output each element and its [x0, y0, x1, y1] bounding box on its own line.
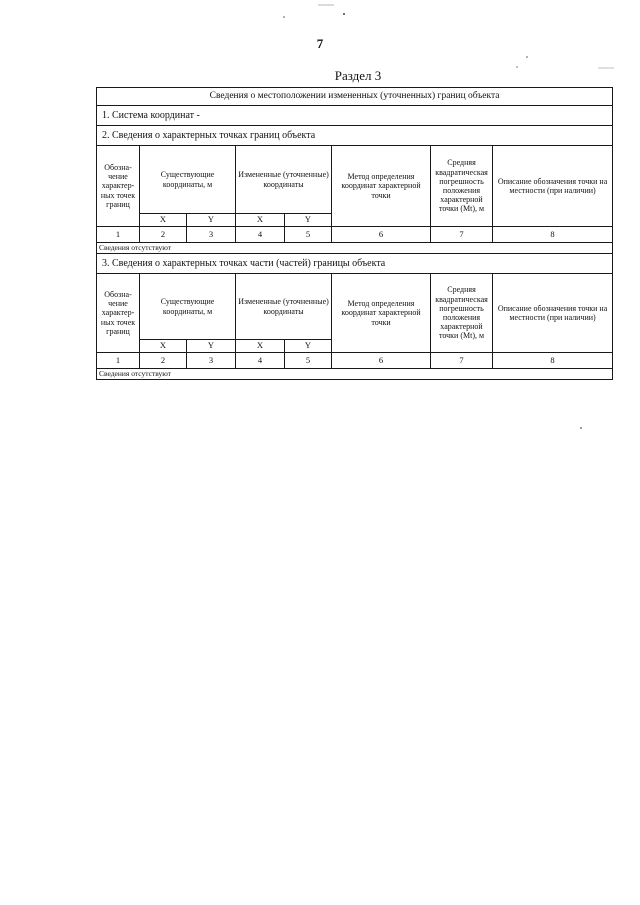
axis-label: Y — [187, 214, 236, 227]
part-points-table-column-numbers — [97, 353, 613, 369]
header-description: Описание обозначения точки на местности (при наличии) — [493, 146, 613, 227]
column-number: 3 — [187, 353, 236, 369]
axis-label: Y — [285, 340, 332, 353]
column-number: 2 — [140, 227, 187, 243]
no-data-note: Сведения отсутствуют — [97, 243, 613, 254]
column-number: 5 — [285, 227, 332, 243]
axis-label: X — [140, 214, 187, 227]
points-table-column-numbers — [97, 227, 613, 243]
column-number: 7 — [431, 227, 493, 243]
part-points-table-heading: 3. Сведения о характерных точках части (частей) границы объекта — [97, 254, 613, 274]
part-points-table-heading-row — [97, 254, 613, 274]
header-existing-coordinates: Существующие координаты, м — [140, 274, 236, 340]
points-table-heading: 2. Сведения о характерных точках границ объекта — [97, 126, 613, 146]
header-existing-coordinates: Существующие координаты, м — [140, 146, 236, 214]
column-number: 8 — [493, 353, 613, 369]
column-number: 3 — [187, 227, 236, 243]
boundary-changes-form — [96, 87, 613, 380]
form-title-row — [97, 88, 613, 106]
column-number: 8 — [493, 227, 613, 243]
section-title: Раздел 3 — [334, 68, 382, 83]
axis-label: X — [236, 214, 285, 227]
header-changed-coordinates: Измененные (уточненные) координаты — [236, 146, 332, 214]
header-description: Описание обозначения точки на местности (при наличии) — [493, 274, 613, 353]
axis-label: X — [140, 340, 187, 353]
header-error: Средняя квадратическая погрешность положения характерной точки (Mt), м — [431, 146, 493, 227]
column-number: 5 — [285, 353, 332, 369]
header-error: Средняя квадратическая погрешность положения характерной точки (Mt), м — [431, 274, 493, 353]
points-table-empty-row — [97, 243, 613, 254]
page-number: 7 — [316, 36, 324, 51]
axis-label: Y — [187, 340, 236, 353]
header-changed-coordinates: Измененные (уточненные) координаты — [236, 274, 332, 340]
column-number: 4 — [236, 227, 285, 243]
part-points-table-header-row — [97, 274, 613, 340]
header-method: Метод определения координат характерной точки — [332, 274, 431, 353]
header-designation: Обозна-чение характер-ных точек границ — [97, 146, 140, 227]
axis-label: Y — [285, 214, 332, 227]
points-table-header-row — [97, 146, 613, 214]
part-points-table-empty-row — [97, 369, 613, 380]
column-number: 2 — [140, 353, 187, 369]
column-number: 4 — [236, 353, 285, 369]
column-number: 6 — [332, 353, 431, 369]
column-number: 7 — [431, 353, 493, 369]
coordinate-system-row — [97, 106, 613, 126]
no-data-note: Сведения отсутствуют — [97, 369, 613, 380]
column-number: 6 — [332, 227, 431, 243]
axis-label: X — [236, 340, 285, 353]
header-designation: Обозна-чение характер-ных точек границ — [97, 274, 140, 353]
column-number: 1 — [97, 353, 140, 369]
column-number: 1 — [97, 227, 140, 243]
form-title: Сведения о местоположении измененных (уточненных) границ объекта — [97, 88, 613, 106]
header-method: Метод определения координат характерной точки — [332, 146, 431, 227]
points-table-heading-row — [97, 126, 613, 146]
coordinate-system: 1. Система координат - — [97, 106, 613, 126]
